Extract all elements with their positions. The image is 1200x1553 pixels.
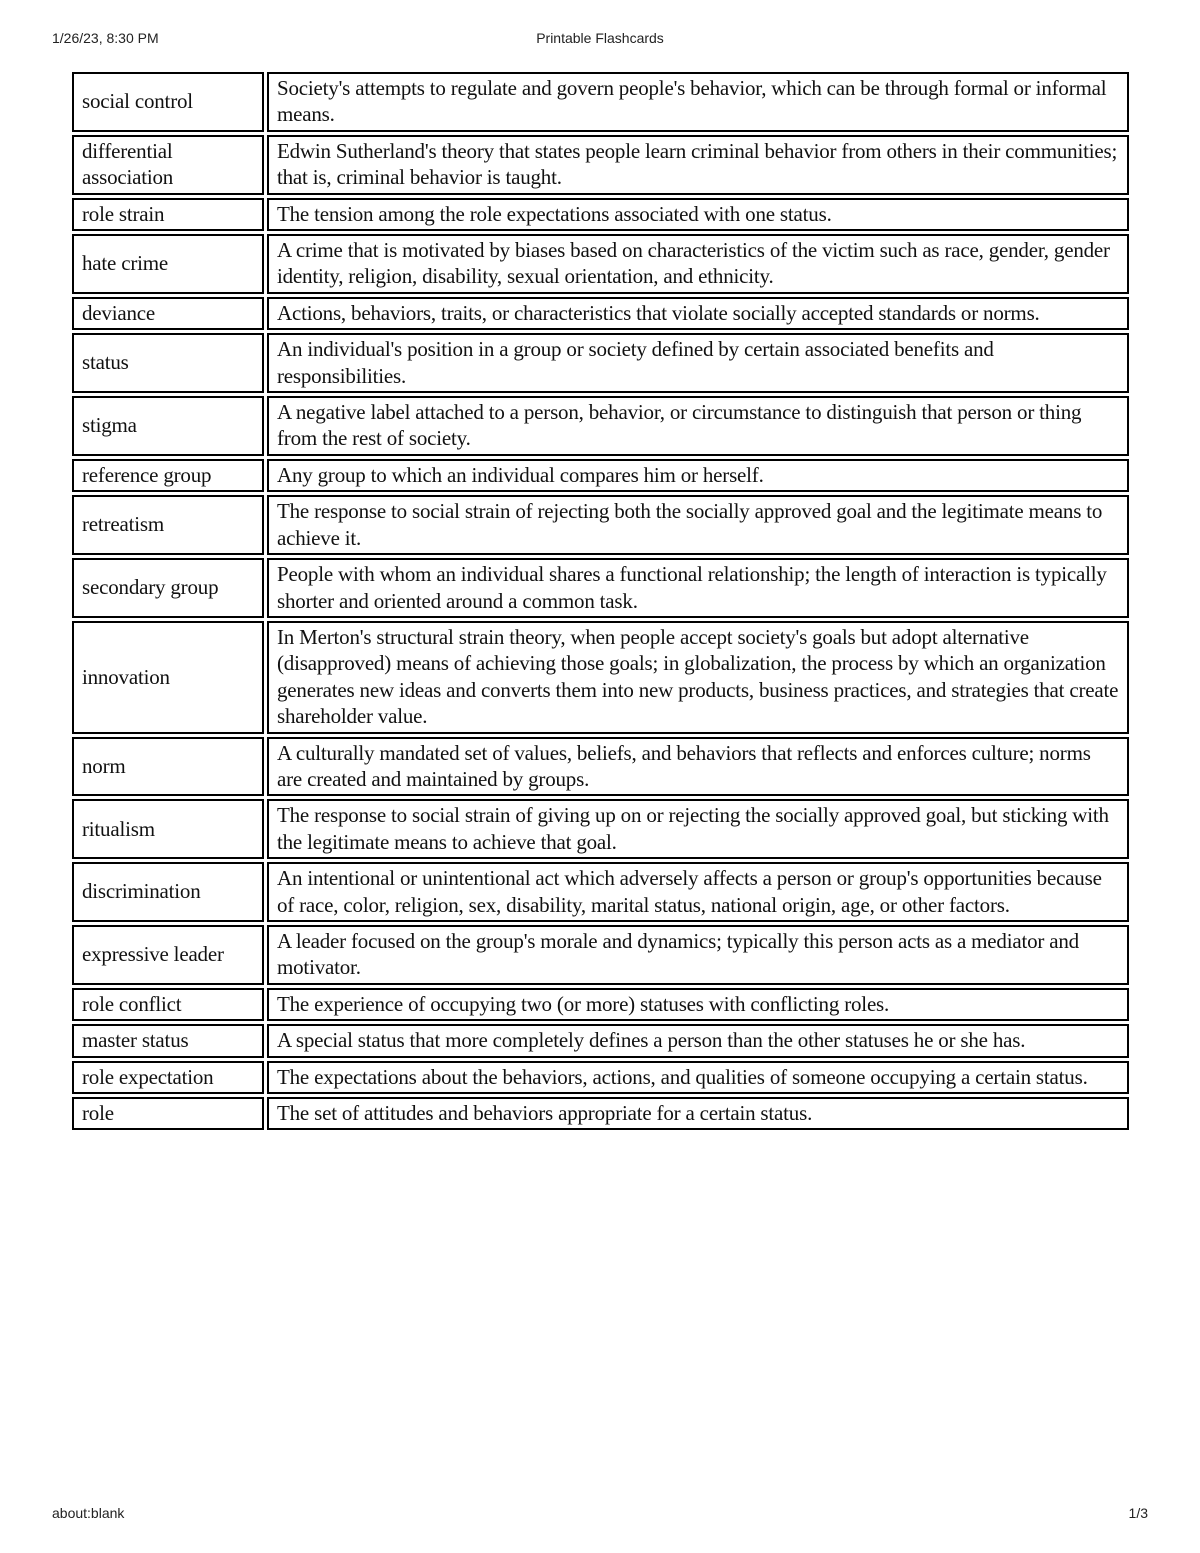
flashcard-term: ritualism [72,799,264,859]
flashcard-term: innovation [72,621,264,734]
print-url: about:blank [52,1505,125,1521]
flashcard-term: differential association [72,135,264,195]
flashcard-definition: The response to social strain of rejecting both the socially approved goal and the legitimate means to achieve it. [267,495,1129,555]
flashcard-row [72,558,1129,618]
flashcard-term: master status [72,1024,264,1057]
flashcard-term: norm [72,737,264,797]
flashcard-term: expressive leader [72,925,264,985]
flashcard-definition: The tension among the role expectations associated with one status. [267,198,1129,231]
flashcard-definition: A negative label attached to a person, behavior, or circumstance to distinguish that person or thing from the rest of society. [267,396,1129,456]
flashcard-row [72,234,1129,294]
print-page-number: 1/3 [1128,1505,1148,1521]
flashcard-term: role [72,1097,264,1130]
flashcard-row [72,988,1129,1021]
print-header [52,30,1148,50]
flashcard-definition: A culturally mandated set of values, beliefs, and behaviors that reflects and enforces culture; norms are created and maintained by groups. [267,737,1129,797]
flashcard-definition: Edwin Sutherland's theory that states people learn criminal behavior from others in their communities; that is, criminal behavior is taught. [267,135,1129,195]
flashcard-row [72,862,1129,922]
flashcard-definition: Society's attempts to regulate and govern people's behavior, which can be through formal or informal means. [267,72,1129,132]
flashcard-row [72,737,1129,797]
flashcard-term: role conflict [72,988,264,1021]
flashcard-term: role strain [72,198,264,231]
flashcard-term: reference group [72,459,264,492]
flashcard-term: secondary group [72,558,264,618]
print-footer [52,1505,1148,1525]
flashcard-term: social control [72,72,264,132]
flashcard-definition: A crime that is motivated by biases based on characteristics of the victim such as race, gender, gender identity, religion, disability, sexual orientation, and ethnicity. [267,234,1129,294]
flashcard-row [72,1097,1129,1130]
flashcard-table [69,69,1132,1133]
flashcard-definition: Actions, behaviors, traits, or characteristics that violate socially accepted standards or norms. [267,297,1129,330]
flashcard-row [72,333,1129,393]
flashcard-row [72,396,1129,456]
flashcard-definition: Any group to which an individual compares him or herself. [267,459,1129,492]
flashcard-definition: The response to social strain of giving up on or rejecting the socially approved goal, but sticking with the legitimate means to achieve that goal. [267,799,1129,859]
flashcard-definition: A special status that more completely defines a person than the other statuses he or she has. [267,1024,1129,1057]
flashcard-term: hate crime [72,234,264,294]
flashcard-definition: An individual's position in a group or society defined by certain associated benefits and responsibilities. [267,333,1129,393]
print-title: Printable Flashcards [536,30,664,46]
flashcard-row [72,135,1129,195]
flashcard-term: stigma [72,396,264,456]
flashcard-definition: An intentional or unintentional act which adversely affects a person or group's opportunities because of race, color, religion, sex, disability, marital status, national origin, age, or other factors. [267,862,1129,922]
flashcard-row [72,925,1129,985]
flashcard-term: status [72,333,264,393]
flashcard-row [72,72,1129,132]
print-datetime: 1/26/23, 8:30 PM [52,30,159,46]
flashcard-list [72,72,1129,1130]
flashcard-term: role expectation [72,1061,264,1094]
flashcard-definition: A leader focused on the group's morale and dynamics; typically this person acts as a mediator and motivator. [267,925,1129,985]
flashcard-definition: The set of attitudes and behaviors appropriate for a certain status. [267,1097,1129,1130]
flashcard-term: discrimination [72,862,264,922]
flashcard-row [72,495,1129,555]
flashcard-row [72,1024,1129,1057]
flashcard-row [72,799,1129,859]
flashcard-row [72,297,1129,330]
flashcard-row [72,459,1129,492]
flashcard-definition: In Merton's structural strain theory, when people accept society's goals but adopt alternative (disapproved) means of achieving those goals; in globalization, the process by which an organization generates new ideas and converts them into new products, business practices, and strategies that create shareholder value. [267,621,1129,734]
flashcard-row [72,621,1129,734]
flashcard-row [72,198,1129,231]
flashcard-term: retreatism [72,495,264,555]
flashcard-term: deviance [72,297,264,330]
flashcard-row [72,1061,1129,1094]
flashcard-definition: People with whom an individual shares a functional relationship; the length of interaction is typically shorter and oriented around a common task. [267,558,1129,618]
flashcard-definition: The experience of occupying two (or more) statuses with conflicting roles. [267,988,1129,1021]
flashcard-definition: The expectations about the behaviors, actions, and qualities of someone occupying a certain status. [267,1061,1129,1094]
